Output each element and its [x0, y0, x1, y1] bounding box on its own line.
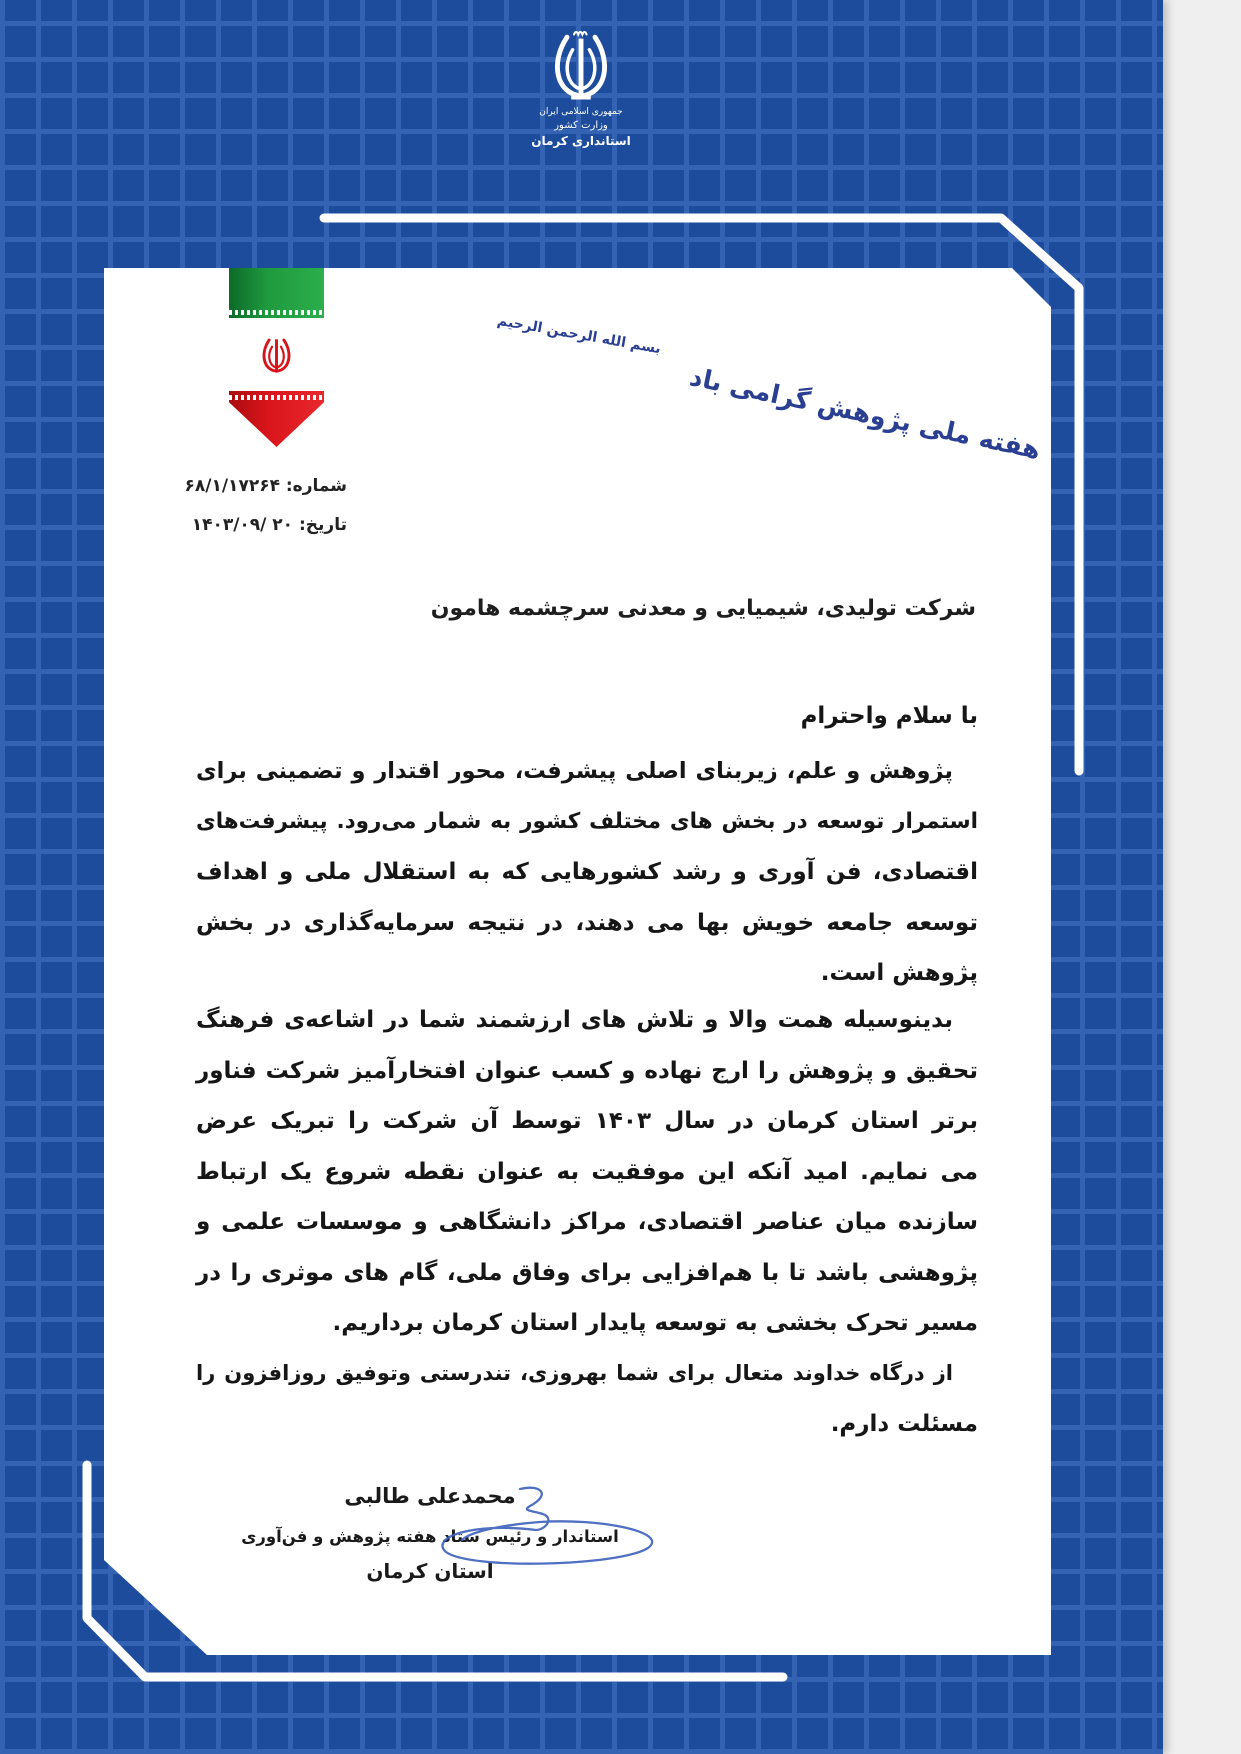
letter-number	[185, 474, 347, 498]
paragraph-line: می نمایم. امید آنکه این موفقیت به عنوان نقطه شروع یک ارتباط	[196, 1158, 978, 1185]
header-ministry: وزارت کشور	[554, 120, 608, 131]
paragraph-line: پژوهش و علم، زیربنای اصلی پیشرفت، محور اقتدار و تضمینی برای	[196, 758, 953, 784]
letter-date	[192, 513, 347, 537]
letter-number-value: ۶۸/۱/۱۷۲۶۴	[184, 476, 280, 496]
paragraph-line: پژوهشی باشد تا با هم‌افزایی برای وفاق ملی، گام های موثری را در	[196, 1259, 978, 1286]
paragraph-line: اقتصادی، فن آوری و رشد کشورهایی که به استقلال ملی و اهداف	[196, 859, 978, 885]
paragraph-line: پژوهش است.	[820, 960, 978, 986]
flag-kufic-border-bottom	[229, 395, 324, 400]
letter-date-value: ۱۴۰۳/۰۹/ ۲۰	[191, 515, 294, 535]
signatory-province: استان کرمان	[366, 1559, 494, 1583]
paragraph-line: از درگاه خداوند متعال برای شما بهروزی، تندرستی وتوفیق روزافزون را	[196, 1361, 953, 1385]
paragraph	[196, 1348, 978, 1449]
flag-emblem-icon	[258, 334, 295, 375]
paragraph-line: تحقیق و پژوهش را ارج نهاده و کسب عنوان افتخارآمیز شرکت فناور	[196, 1057, 978, 1084]
paragraph	[196, 995, 978, 1349]
paragraph-line: استمرار توسعه در بخش های مختلف کشور به شمار می‌رود. پیشرفت‌های	[196, 808, 978, 834]
paragraph	[196, 746, 978, 999]
greeting: با سلام واحترام	[800, 703, 978, 729]
header-country: جمهوری اسلامی ایران	[539, 107, 623, 117]
signatory-name: محمدعلی طالبی	[344, 1484, 516, 1508]
paragraph-line: بدینوسیله همت والا و تلاش های ارزشمند شما در اشاعه‌ی فرهنگ	[196, 1007, 953, 1033]
header-office: استانداری کرمان	[531, 134, 631, 148]
paragraph-line: توسعه جامعه خویش بها می دهند، در نتیجه سرمایه‌گذاری در بخش	[196, 909, 978, 936]
flag-kufic-border-top	[229, 310, 324, 315]
research-week-slogan: هفته ملی پژوهش گرامی باد	[686, 362, 1044, 466]
letter-number-label: شماره:	[285, 476, 347, 496]
recipient: شرکت تولیدی، شیمیایی و معدنی سرچشمه هامون	[430, 596, 976, 621]
paragraph-line: برتر استان کرمان در سال ۱۴۰۳ توسط آن شرکت را تبریک عرض	[196, 1108, 978, 1134]
bismillah-calligraphy: بسم الله الرحمن الرحیم	[495, 312, 663, 358]
iran-emblem-icon	[546, 26, 616, 103]
signatory-title: استاندار و رئیس ستاد هفته پژوهش و فن‌آوری	[241, 1527, 619, 1546]
letter-date-label: تاریخ:	[299, 515, 347, 535]
paragraph-line: سازنده میان عناصر اقتصادی، مراکز دانشگاهی و موسسات علمی و	[196, 1209, 978, 1235]
paragraph-line: مسیر تحرک بخشی به توسعه پایدار استان کرمان برداریم.	[332, 1310, 978, 1336]
paragraph-line: مسئلت دارم.	[830, 1410, 978, 1437]
